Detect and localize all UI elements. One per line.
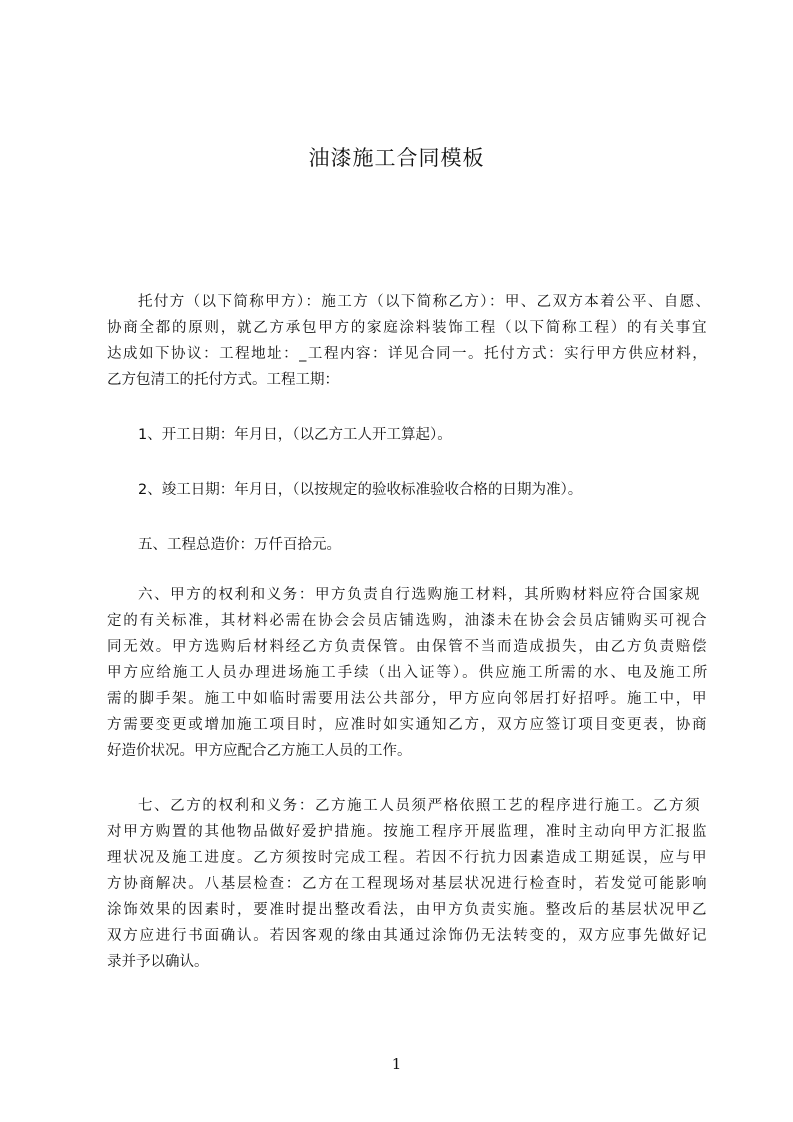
paragraph-line: 同无效。甲方选购后材料经乙方负责保管。由保管不当而造成损失，由乙方负责赔偿 xyxy=(107,639,709,655)
paragraph-line: 好造价状况。甲方应配合乙方施工人员的工作。 xyxy=(107,743,412,759)
paragraph-line: 涂饰效果的因素时，要准时提出整改看法，由甲方负责实施。整改后的基层状况甲乙 xyxy=(107,902,709,918)
paragraph-line: 六、甲方的权利和义务：甲方负责自行选购施工材料，其所购材料应符合国家规 xyxy=(138,587,702,603)
paragraph-line: 录并予以确认。 xyxy=(107,954,209,970)
paragraph-line: 理状况及施工进度。乙方须按时完成工程。若因不行抗力因素造成工期延误，应与甲 xyxy=(107,850,709,866)
paragraph-line: 双方应进行书面确认。若因客观的缘由其通过涂饰仍无法转变的，双方应事先做好记 xyxy=(107,928,709,944)
page-number: 1 xyxy=(391,1055,402,1073)
paragraph-line: 托付方（以下简称甲方）：施工方（以下简称乙方）：甲、乙双方本着公平、自愿、 xyxy=(138,294,712,310)
paragraph-end-date: 2、竣工日期：年月日，（以按规定的验收标准验收合格的日期为准）。 xyxy=(138,482,583,498)
paragraph-line: 甲方应给施工人员办理进场施工手续（出入证等）。供应施工所需的水、电及施工所 xyxy=(107,665,710,681)
paragraph-line: 方协商解决。八基层检查：乙方在工程现场对基层状况进行检查时，若发觉可能影响 xyxy=(107,876,709,892)
paragraph-line: 协商全都的原则，就乙方承包甲方的家庭涂料装饰工程（以下简称工程）的有关事宜 xyxy=(107,320,709,336)
paragraph-line: 七、乙方的权利和义务：乙方施工人员须严格依照工艺的程序进行施工。乙方须 xyxy=(138,798,702,814)
paragraph-line: 乙方包清工的托付方式。工程工期： xyxy=(107,372,339,388)
paragraph-total-cost: 五、工程总造价：万仟百拾元。 xyxy=(138,537,341,553)
paragraph-line: 定的有关标准，其材料必需在协会会员店铺选购，油漆未在协会会员店铺购买可视合 xyxy=(107,613,709,629)
paragraph-line: 达成如下协议：工程地址：_工程内容：详见合同一。托付方式：实行甲方供应材料， xyxy=(107,346,709,362)
paragraph-line: 方需要变更或增加施工项目时，应准时如实通知乙方，双方应签订项目变更表，协商 xyxy=(107,717,709,733)
paragraph-line: 需的脚手架。施工中如临时需要用法公共部分，甲方应向邻居打好招呼。施工中，甲 xyxy=(107,691,709,707)
document-title: 油漆施工合同模板 xyxy=(308,146,485,170)
paragraph-start-date: 1、开工日期：年月日，（以乙方工人开工算起）。 xyxy=(138,427,452,443)
paragraph-line: 对甲方购置的其他物品做好爱护措施。按施工程序开展监理，准时主动向甲方汇报监 xyxy=(107,824,709,840)
